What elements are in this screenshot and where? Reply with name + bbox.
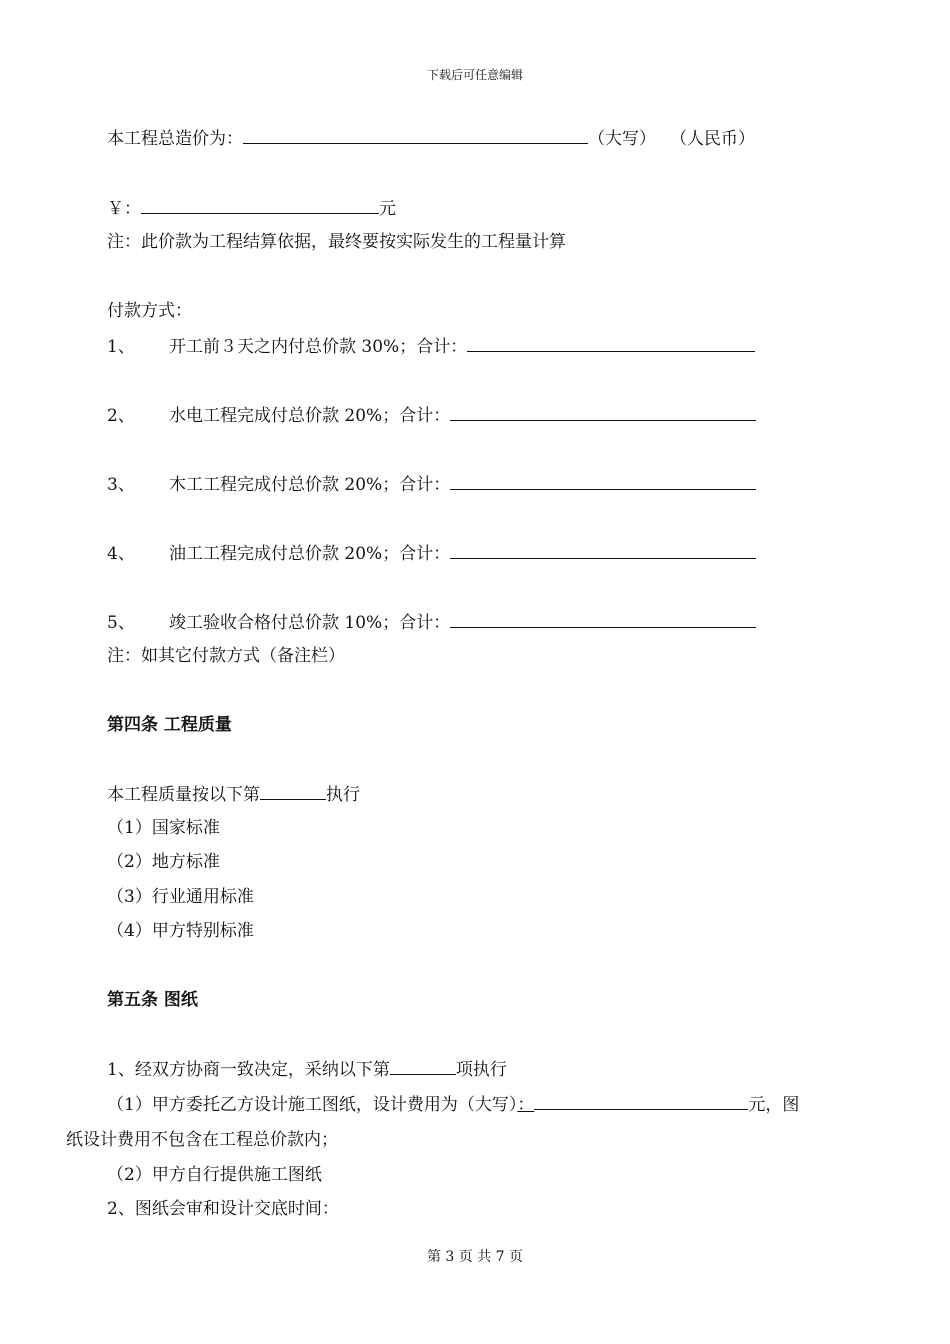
payment-item-1 — [107, 335, 755, 358]
payment-note: 注：如其它付款方式（备注栏） — [107, 646, 345, 666]
payment-item-number: 2、 — [107, 406, 135, 426]
total-price-blank[interactable] — [243, 127, 588, 144]
payment-amount-blank[interactable] — [467, 335, 755, 352]
drawing-fee-colon: ： — [517, 1095, 535, 1115]
yen-line — [107, 197, 396, 220]
quality-option-4: （4）甲方特别标准 — [107, 921, 254, 941]
drawing-option-blank[interactable] — [390, 1058, 456, 1075]
quality-intro — [107, 783, 360, 806]
payment-item-2 — [107, 404, 756, 427]
payment-item-text: 水电工程完成付总价款 20%；合计： — [169, 406, 451, 426]
payment-item-number: 1、 — [107, 337, 135, 357]
quality-option-3: （3）行业通用标准 — [107, 887, 254, 907]
article4-title: 第四条 工程质量 — [107, 715, 232, 735]
quality-option-blank[interactable] — [260, 783, 326, 800]
daxie-label: （大写） — [588, 129, 656, 149]
page-footer: 第 3 页 共 7 页 — [426, 1249, 524, 1265]
payment-item-text: 木工工程完成付总价款 20%；合计： — [169, 475, 451, 495]
payment-title: 付款方式： — [107, 301, 192, 321]
currency-label: （人民币） — [670, 129, 755, 149]
drawing-item-2: 2、图纸会审和设计交底时间： — [107, 1199, 339, 1219]
drawing-item-1-suffix: 项执行 — [455, 1060, 507, 1080]
payment-item-number: 3、 — [107, 475, 135, 495]
total-price-line — [107, 127, 755, 150]
drawing-option-1 — [107, 1093, 799, 1116]
quality-option-2: （2）地方标准 — [107, 852, 220, 872]
yen-label: ￥： — [107, 199, 141, 219]
payment-item-3 — [107, 473, 756, 496]
design-fee-blank[interactable] — [534, 1093, 748, 1110]
drawing-option-2: （2）甲方自行提供施工图纸 — [107, 1165, 322, 1185]
total-price-label: 本工程总造价为： — [107, 129, 243, 149]
payment-item-text: 竣工验收合格付总价款 10%；合计： — [169, 613, 451, 633]
payment-item-number: 5、 — [107, 613, 135, 633]
article5-title: 第五条 图纸 — [107, 990, 198, 1010]
payment-amount-blank[interactable] — [450, 611, 756, 628]
page-header: 下载后可任意编辑 — [426, 68, 523, 82]
payment-amount-blank[interactable] — [450, 404, 756, 421]
drawing-option-1-text: （1）甲方委托乙方设计施工图纸，设计费用为（大写） — [107, 1095, 518, 1115]
drawing-item-1-text: 1、经双方协商一致决定，采纳以下第 — [107, 1060, 390, 1080]
payment-amount-blank[interactable] — [450, 473, 756, 490]
payment-item-number: 4、 — [107, 544, 135, 564]
drawing-item-1 — [107, 1058, 507, 1081]
drawing-option-1-suffix: 元，图 — [748, 1095, 800, 1115]
quality-option-1: （1）国家标准 — [107, 818, 220, 838]
yen-amount-blank[interactable] — [141, 197, 379, 214]
payment-amount-blank[interactable] — [450, 542, 756, 559]
quality-intro-suffix: 执行 — [326, 785, 360, 805]
payment-item-4 — [107, 542, 756, 565]
price-note: 注：此价款为工程结算依据，最终要按实际发生的工程量计算 — [107, 232, 566, 252]
drawing-option-1-continued: 纸设计费用不包含在工程总价款内； — [66, 1130, 338, 1150]
payment-item-text: 开工前３天之内付总价款 30%；合计： — [169, 337, 468, 357]
quality-intro-text: 本工程质量按以下第 — [107, 785, 260, 805]
payment-item-text: 油工工程完成付总价款 20%；合计： — [169, 544, 451, 564]
yuan-label: 元 — [379, 199, 396, 219]
payment-item-5 — [107, 611, 756, 634]
